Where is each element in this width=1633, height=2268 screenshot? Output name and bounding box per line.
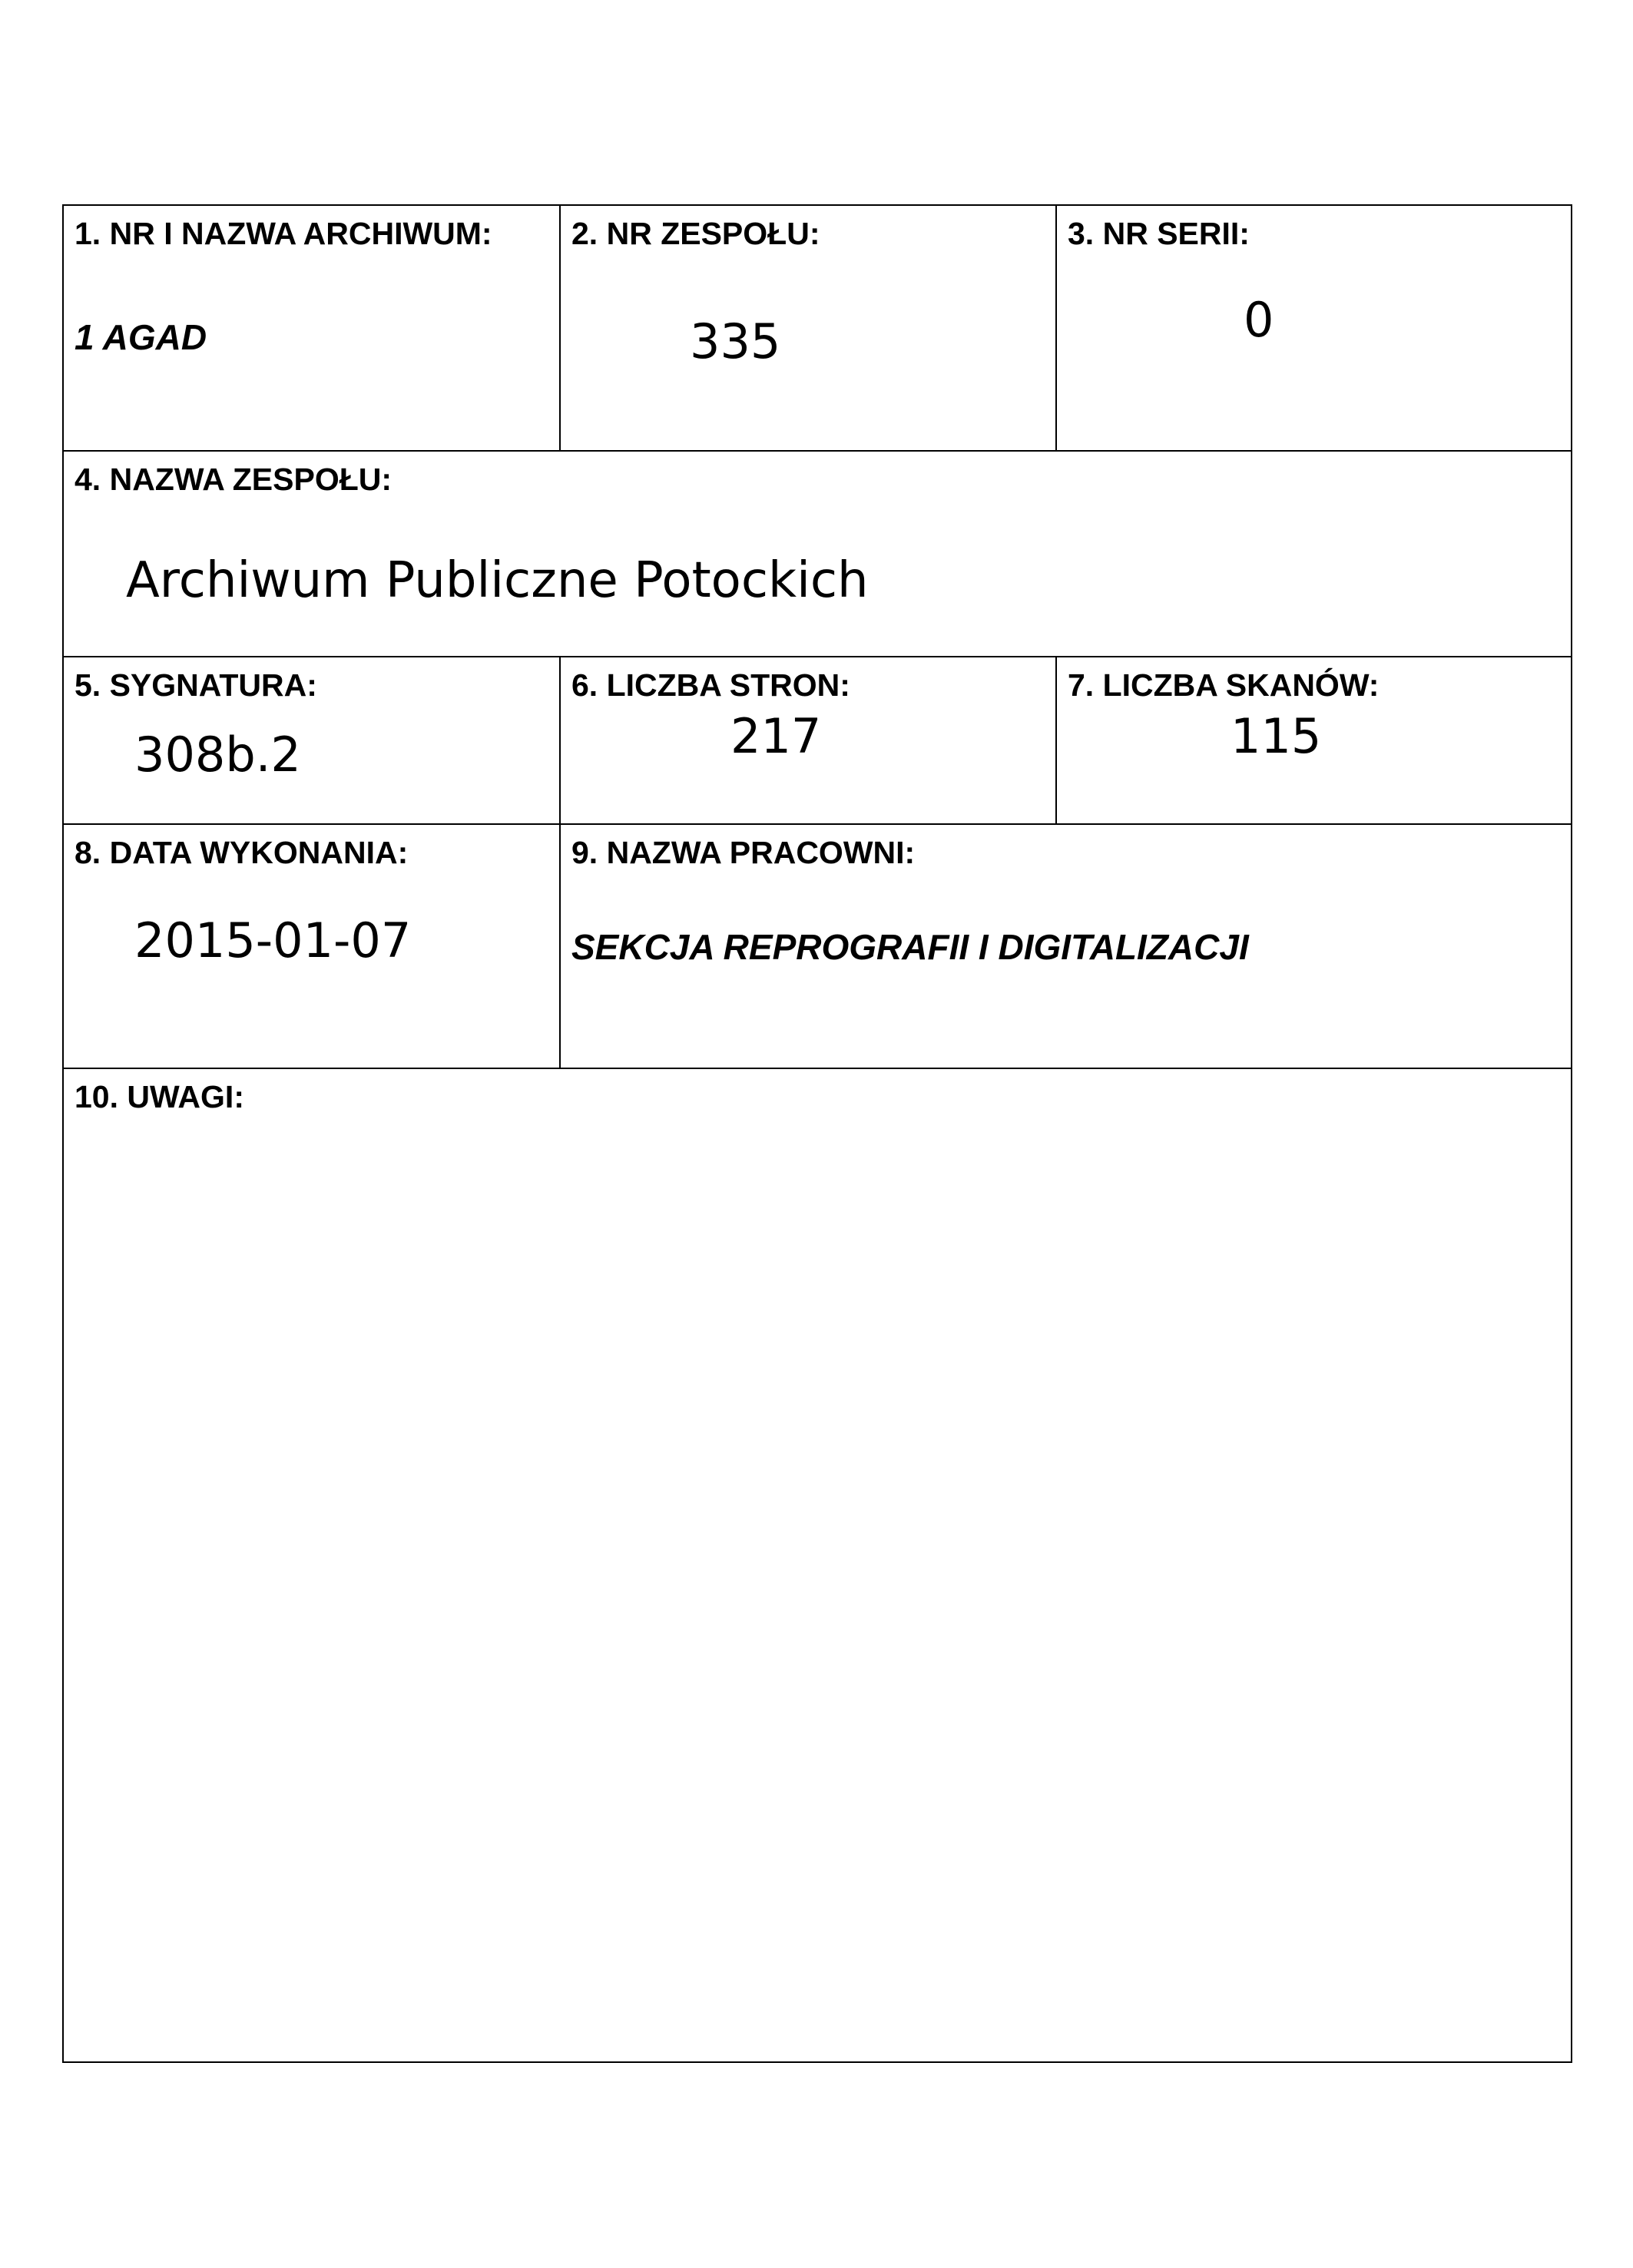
archive-cell [64, 206, 559, 450]
scan-count-cell [1055, 656, 1571, 823]
archive-metadata-form [62, 204, 1572, 2063]
workshop-value: SEKCJA REPROGRAFII I DIGITALIZACJI [571, 927, 1249, 967]
series-number-cell [1055, 206, 1571, 450]
notes-label: 10. UWAGI: [75, 1079, 244, 1114]
signature-cell [64, 656, 559, 823]
series-number-value: 0 [1244, 292, 1274, 348]
scan-count-label: 7. LICZBA SKANÓW: [1068, 667, 1380, 703]
date-cell [64, 823, 559, 1068]
workshop-label: 9. NAZWA PRACOWNI: [571, 835, 916, 870]
page-count-cell [559, 656, 1055, 823]
page-count-label: 6. LICZBA STRON: [571, 667, 850, 703]
fonds-number-label: 2. NR ZESPOŁU: [571, 216, 820, 251]
fonds-number-cell [559, 206, 1055, 450]
archive-label: 1. NR I NAZWA ARCHIWUM: [75, 216, 492, 251]
fonds-name-label: 4. NAZWA ZESPOŁU: [75, 462, 393, 497]
signature-value: 308b.2 [134, 727, 301, 783]
date-label: 8. DATA WYKONANIA: [75, 835, 409, 870]
fonds-name-value: Archiwum Publiczne Potockich [126, 552, 869, 609]
page-count-value: 217 [730, 708, 822, 764]
scan-count-value: 115 [1231, 708, 1322, 764]
fonds-name-cell [64, 450, 1571, 656]
date-value: 2015-01-07 [134, 912, 412, 968]
fonds-number-value: 335 [690, 313, 781, 369]
series-number-label: 3. NR SERII: [1068, 216, 1250, 251]
signature-label: 5. SYGNATURA: [75, 667, 317, 703]
archive-value: 1 AGAD [75, 317, 207, 357]
workshop-cell [559, 823, 1571, 1068]
notes-cell [64, 1068, 1571, 2061]
